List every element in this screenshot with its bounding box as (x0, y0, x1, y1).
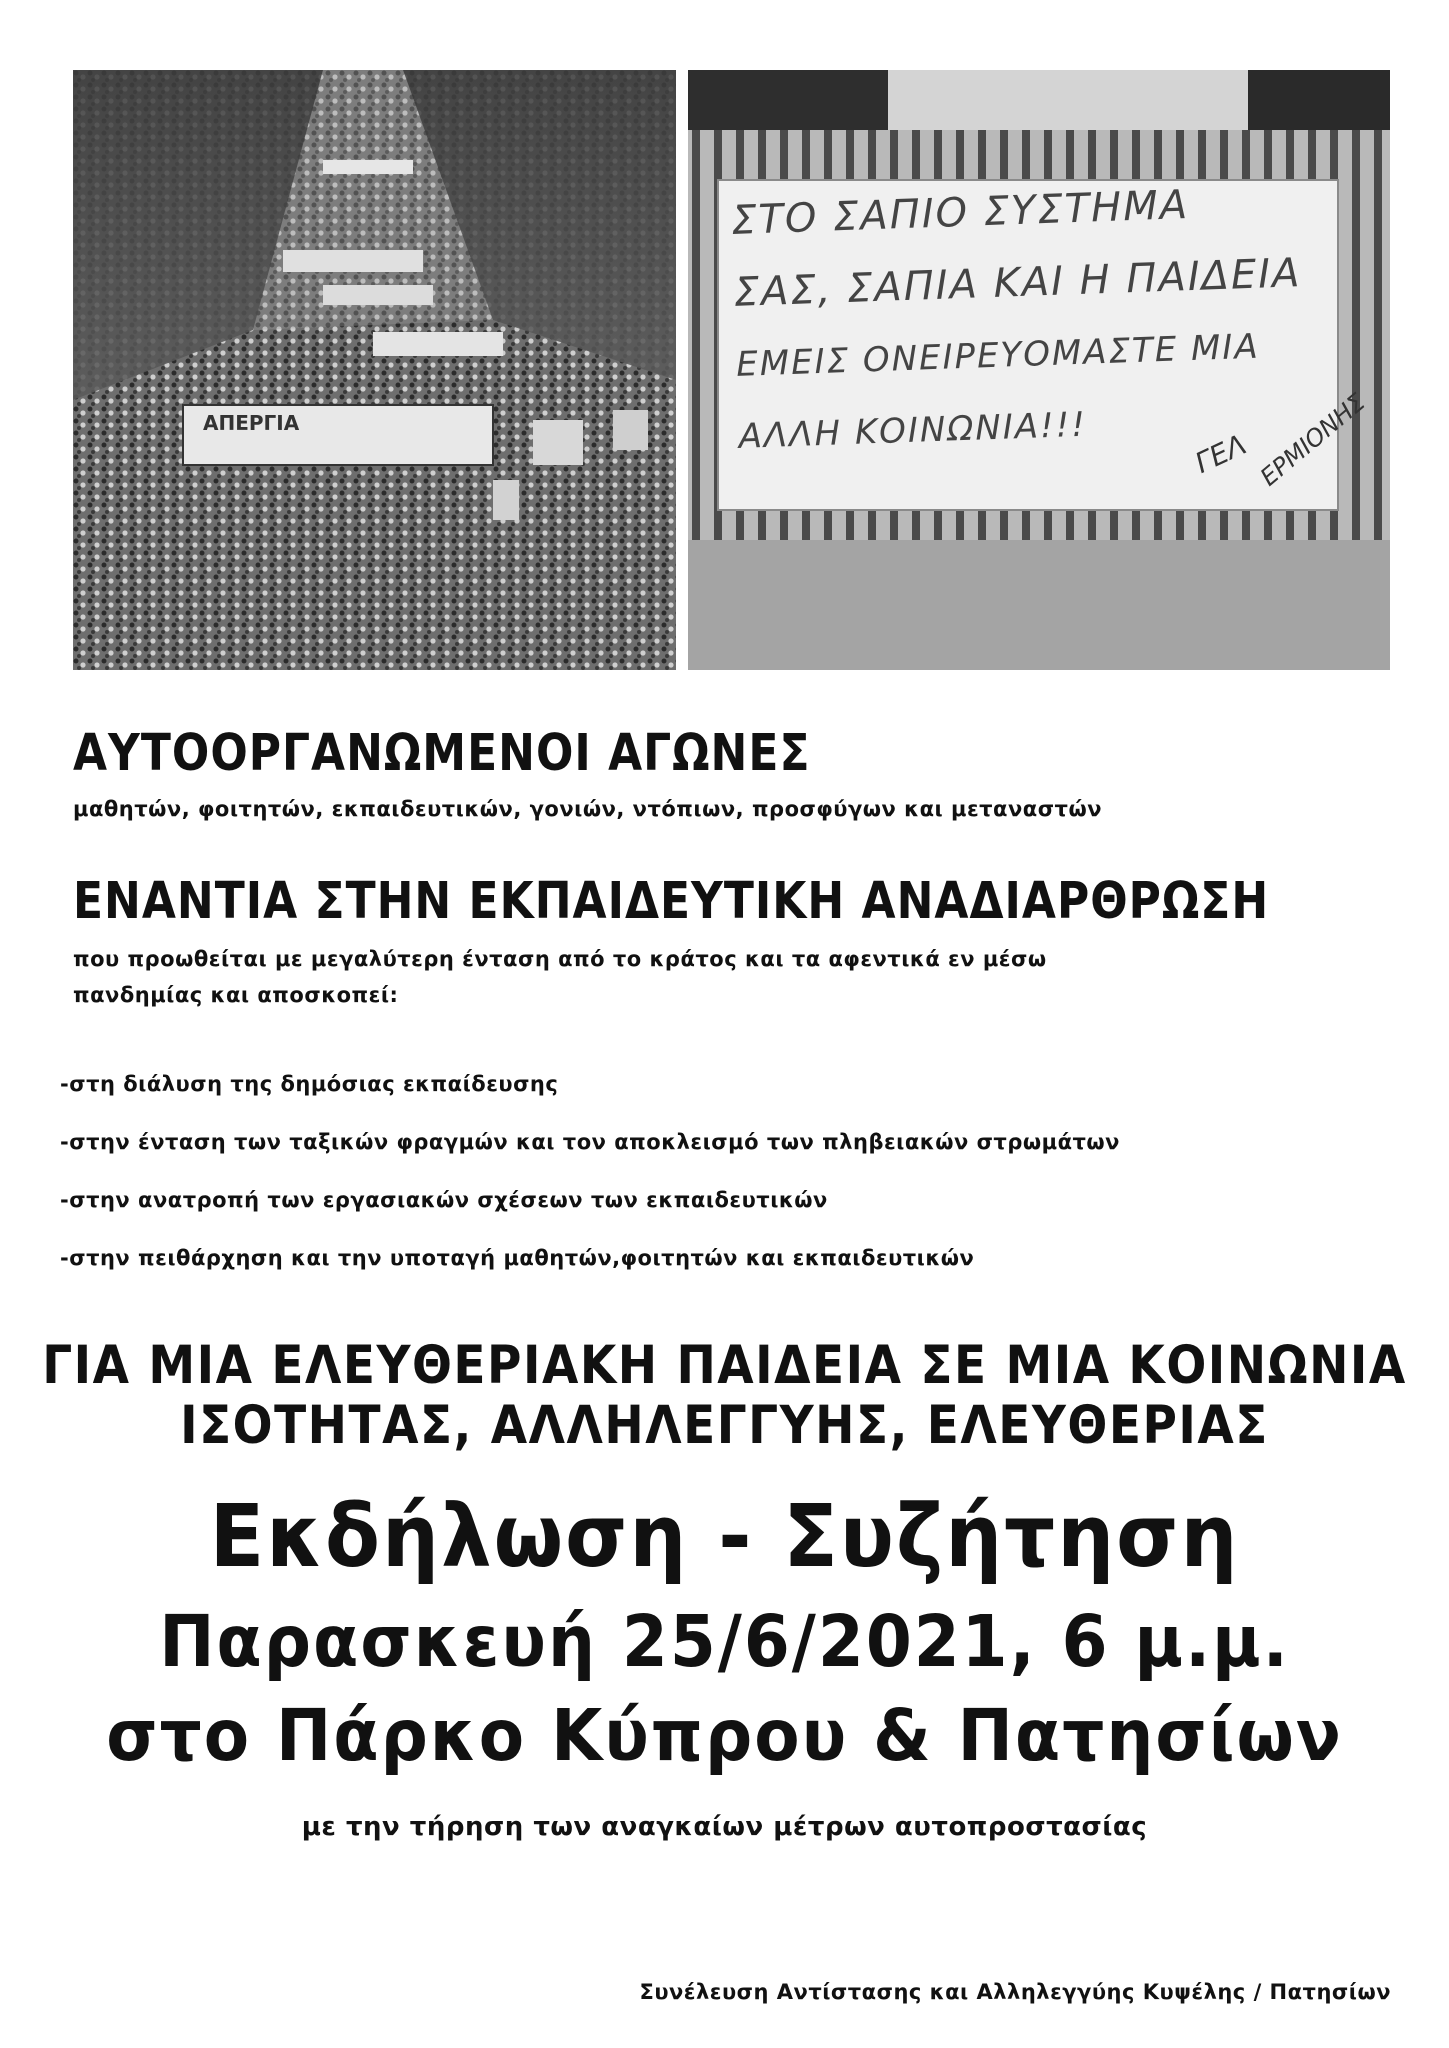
intro-line-2: πανδημίας και αποσκοπεί: (73, 983, 399, 1007)
subheading-1: μαθητών, φοιτητών, εκπαιδευτικών, γονιών, ντόπιων, προσφύγων και μεταναστών (73, 797, 1103, 821)
event-place: στο Πάρκο Κύπρου & Πατησίων (106, 1693, 1343, 1778)
banner-line: ΕΜΕΙΣ ΟΝΕΙΡΕΥΟΜΑΣΤΕ ΜΙΑ (735, 326, 1261, 385)
svg-text:ΑΠΕΡΓΙΑ: ΑΠΕΡΓΙΑ (203, 411, 300, 435)
banner-text (730, 164, 1340, 473)
heading-2: ΕΝΑΝΤΙΑ ΣΤΗΝ ΕΚΠΑΙΔΕΥΤΙΚΗ ΑΝΑΔΙΑΡΘΡΩΣΗ (73, 872, 1270, 931)
banner-tag-1: ΓΕΛ (1190, 427, 1252, 480)
event-title: Εκδήλωση - Συζήτηση (209, 1486, 1240, 1587)
crowd-march-photo (73, 70, 676, 670)
slogan-line-1: ΓΙΑ ΜΙΑ ΕΛΕΥΘΕΡΙΑΚΗ ΠΑΙΔΕΙΑ ΣΕ ΜΙΑ ΚΟΙΝΩΝΙΑ (42, 1334, 1407, 1397)
intro-line-1: που προωθείται με μεγαλύτερη ένταση από το κράτος και τα αφεντικά εν μέσω (73, 947, 1047, 971)
signature: Συνέλευση Αντίστασης και Αλληλεγγύης Κυψέλης / Πατησίων (639, 1980, 1391, 2004)
event-note: με την τήρηση των αναγκαίων μέτρων αυτοπροστασίας (301, 1812, 1148, 1842)
event-date: Παρασκευή 25/6/2021, 6 μ.μ. (159, 1599, 1290, 1684)
crowd-march-icon (73, 70, 676, 670)
heading-1: ΑΥΤΟΟΡΓΑΝΩΜΕΝΟΙ ΑΓΩΝΕΣ (73, 724, 811, 783)
bullet-item: -στη διάλυση της δημόσιας εκπαίδευσης (60, 1072, 559, 1096)
banner-line: ΑΛΛΗ ΚΟΙΝΩΝΙΑ!!! (738, 404, 1088, 457)
banner-tag-2: ΕΡΜΙΟΝΗΣ (1255, 388, 1371, 492)
banner-line: ΣΑΣ, ΣΑΠΙΑ ΚΑΙ Η ΠΑΙΔΕΙΑ (732, 250, 1303, 316)
bullet-item: -στην ανατροπή των εργασιακών σχέσεων των εκπαιδευτικών (60, 1188, 828, 1212)
bullet-item: -στην ένταση των ταξικών φραγμών και τον αποκλεισμό των πληβειακών στρωμάτων (60, 1130, 1120, 1154)
slogan-line-2: ΙΣΟΤΗΤΑΣ, ΑΛΛΗΛΕΓΓΥΗΣ, ΕΛΕΥΘΕΡΙΑΣ (180, 1394, 1269, 1457)
bullet-item: -στην πειθάρχηση και την υποταγή μαθητών,φοιτητών και εκπαιδευτικών (60, 1246, 975, 1270)
banner-line: ΣΤΟ ΣΑΠΙΟ ΣΥΣΤΗΜΑ (730, 182, 1190, 244)
